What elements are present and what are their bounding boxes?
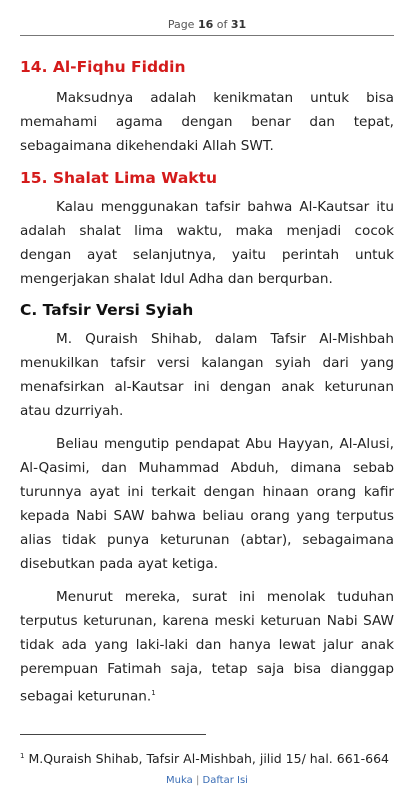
page-indicator [0,18,414,31]
page-label: Page [167,18,195,31]
paragraph: Maksudnya adalah kenikmatan untuk bisa memahami agama dengan benar dan tepat, sebagaimana dikehendaki Allah SWT. [20,90,394,154]
paragraph: M. Quraish Shihab, dalam Tafsir Al-Mishbah menukilkan tafsir versi kalangan syiah dari yang menafsirkan al-Kautsar ini dengan anak keturunan atau dzurriyah. [20,331,394,419]
paragraph-text: Menurut mereka, surat ini menolak tuduhan terputus keturunan, karena meski keturuan Nabi SAW tidak ada yang laki-laki dan hanya lewat jalur anak perempuan Fatimah saja, tetap saja bisa dianggap sebagai keturunan. [20,589,394,705]
section-heading-tafsir-versi-syiah: C. Tafsir Versi Syiah [20,301,194,319]
paragraph: Beliau mengutip pendapat Abu Hayyan, Al-Alusi, Al-Qasimi, dan Muhammad Abduh, dimana sebab turunnya ayat ini terkait dengan hinaan orang kafir kepada Nabi SAW bahwa beliau orang yang terputus alias tidak punya keturunan (abtar), sebagaimana disebutkan pada ayat ketiga. [20,436,394,572]
paragraph: Kalau menggunakan tafsir bahwa Al-Kautsar itu adalah shalat lima waktu, maka menjadi cocok dengan ayat selanjutnya, yaitu perintah untuk mengerjakan shalat Idul Adha dan berqurban. [20,199,394,287]
page-current: 16 [197,18,214,31]
table-of-contents-link[interactable]: Daftar Isi [202,775,248,786]
page-of: of [216,18,228,31]
footnote-divider [20,734,206,735]
header-divider [20,35,394,36]
footnote-text: M.Quraish Shihab, Tafsir Al-Mishbah, jilid 15/ hal. 661-664 [28,751,389,766]
section-heading-shalat-lima-waktu: 15. Shalat Lima Waktu [20,169,218,187]
nav-separator: | [195,775,200,786]
section-heading-al-fiqhu-fiddin: 14. Al-Fiqhu Fiddin [20,58,186,76]
paragraph-with-footnote [20,585,394,709]
home-link[interactable]: Muka [166,775,193,786]
footnote [20,751,400,766]
bottom-navigation [0,775,414,786]
footnote-marker: 1 [20,751,25,760]
page-total: 31 [230,18,247,31]
footnote-reference[interactable]: 1 [151,689,156,697]
page-content [20,56,394,709]
